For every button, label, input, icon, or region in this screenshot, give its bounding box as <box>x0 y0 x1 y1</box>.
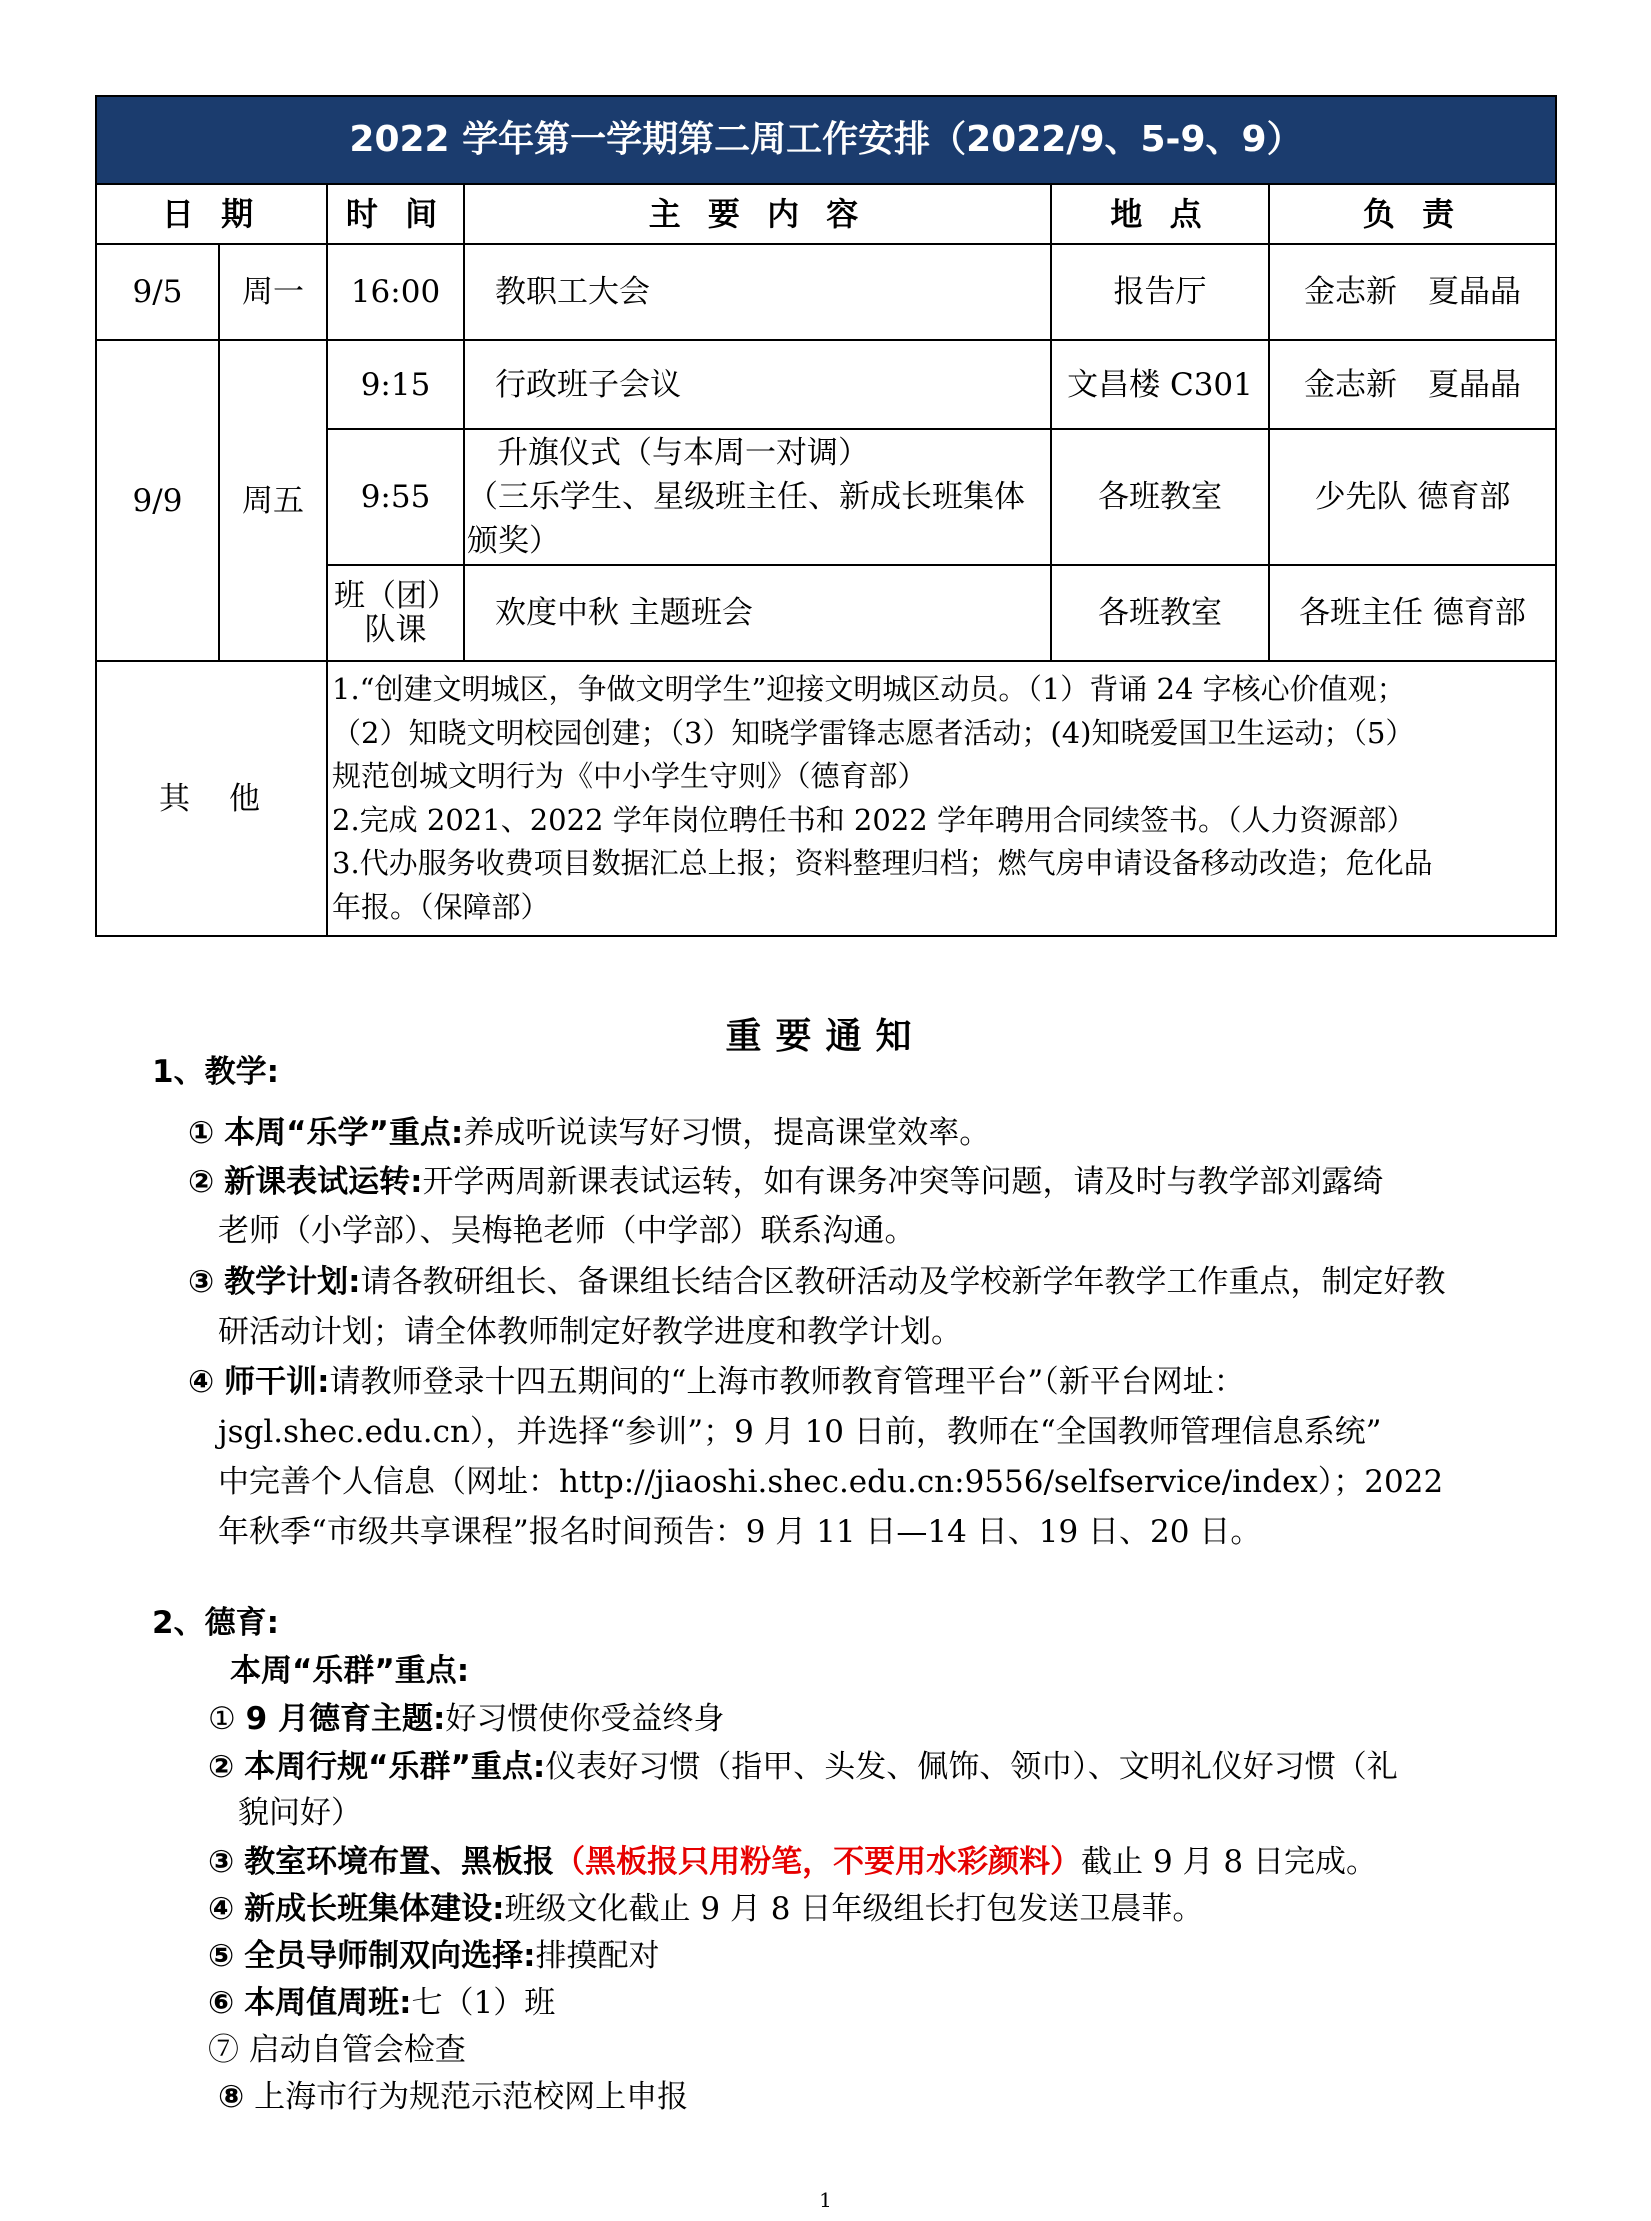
item-text: 截止 9 月 8 日完成。 <box>1081 1844 1377 1880</box>
moral-subheading: 本周“乐群”重点: <box>230 1653 470 1689</box>
other-line: 2.完成 2021、2022 学年岗位聘任书和 2022 学年聘用合同续签书。（人力资源部） <box>332 802 1416 837</box>
row-content: 教职工大会 <box>464 244 1051 340</box>
item-label: 全员导师制双向选择: <box>244 1938 536 1974</box>
schedule-title: 2022 学年第一学期第二周工作安排（2022/9、5-9、9） <box>96 96 1556 184</box>
item-label: 本周行规“乐群”重点: <box>244 1749 546 1785</box>
header-time: 时 间 <box>327 184 464 244</box>
item-number: ① <box>188 1115 215 1151</box>
row-date: 9/5 <box>96 244 219 340</box>
list-item <box>208 1747 1398 1787</box>
item-continuation: 研活动计划；请全体教师制定好教学进度和教学计划。 <box>218 1314 962 1350</box>
other-line: （2）知晓文明校园创建；（3）知晓学雷锋志愿者活动；(4)知晓爱国卫生运动；（5） <box>332 715 1415 750</box>
item-text: 请教师登录十四五期间的“上海市教师教育管理平台”（新平台网址： <box>329 1364 1245 1400</box>
row-day: 周五 <box>219 340 327 661</box>
item-text: 启动自管会检查 <box>248 2032 466 2068</box>
row-time <box>327 565 464 661</box>
list-item <box>188 1362 1245 1402</box>
time-line: 班（团） <box>334 578 458 614</box>
item-label: 师干训: <box>224 1364 330 1400</box>
other-label: 其 他 <box>96 661 327 936</box>
list-item <box>188 1262 1446 1302</box>
item-text: 排摸配对 <box>535 1938 660 1974</box>
other-content <box>327 661 1556 936</box>
list-item <box>208 1699 724 1739</box>
item-text: 开学两周新课表试运转，如有课务冲突等问题，请及时与教学部刘露绮 <box>422 1164 1384 1200</box>
other-line: 规范创城文明行为《中小学生守则》（德育部） <box>332 759 927 793</box>
table-row <box>96 244 1556 340</box>
header-date: 日 期 <box>96 184 327 244</box>
row-time: 16:00 <box>327 244 464 340</box>
list-item <box>208 1842 1377 1882</box>
item-label: 教室环境布置、黑板报 <box>244 1844 555 1880</box>
row-day: 周一 <box>219 244 327 340</box>
item-label: 教学计划: <box>224 1264 361 1300</box>
other-line: 1.“创建文明城区，争做文明学生”迎接文明城区动员。（1）背诵 24 字核心价值观； <box>332 672 1406 706</box>
list-item <box>208 1983 555 2023</box>
item-number: ③ <box>188 1264 215 1300</box>
row-place: 各班教室 <box>1051 429 1269 565</box>
header-content: 主 要 内 容 <box>464 184 1051 244</box>
row-owner: 少先队 德育部 <box>1269 429 1556 565</box>
row-date: 9/9 <box>96 340 219 661</box>
row-owner: 金志新 夏晶晶 <box>1269 340 1556 429</box>
item-text: 请各教研组长、备课组长结合区教研活动及学校新学年教学工作重点，制定好教 <box>360 1264 1446 1300</box>
table-row <box>96 340 1556 429</box>
item-label: 9 月德育主题: <box>245 1701 446 1737</box>
item-text: 班级文化截止 9 月 8 日年级组长打包发送卫晨菲。 <box>504 1891 1204 1927</box>
row-content: 欢度中秋 主题班会 <box>464 565 1051 661</box>
table-row-other <box>96 661 1556 936</box>
item-label: 本周值周班: <box>244 1985 412 2021</box>
item-text: 上海市行为规范示范校网上申报 <box>254 2079 689 2115</box>
item-label: 新课表试运转: <box>224 1164 423 1200</box>
schedule-table <box>95 95 1557 937</box>
page-number: 1 <box>819 2188 832 2212</box>
item-number: ② <box>188 1164 215 1200</box>
item-continuation: 年秋季“市级共享课程”报名时间预告：9 月 11 日—14 日、19 日、20 日。 <box>218 1514 1262 1550</box>
item-text: 七（1）班 <box>411 1985 556 2021</box>
item-number: ② <box>208 1749 235 1785</box>
item-continuation: 貌问好） <box>238 1795 362 1831</box>
teaching-heading: 1、教学: <box>152 1054 279 1090</box>
list-item <box>208 1936 660 1976</box>
item-continuation: 老师（小学部）、吴梅艳老师（中学部）联系沟通。 <box>218 1213 916 1249</box>
item-number: ⑥ <box>208 1985 235 2021</box>
header-place: 地 点 <box>1051 184 1269 244</box>
content-line: 颁奖） <box>467 523 560 559</box>
item-number: ④ <box>188 1364 215 1400</box>
other-line: 年报。（保障部） <box>332 889 550 924</box>
row-content <box>464 429 1051 565</box>
item-number: ③ <box>208 1844 235 1880</box>
item-text: 好习惯使你受益终身 <box>445 1701 725 1737</box>
item-number: ⑧ <box>218 2079 245 2115</box>
row-time: 9:15 <box>327 340 464 429</box>
item-continuation: jsgl.shec.edu.cn），并选择“参训”；9 月 10 日前，教师在“全国教师管理信息系统” <box>218 1414 1382 1450</box>
row-place: 文昌楼 C301 <box>1051 340 1269 429</box>
item-warning: （黑板报只用粉笔，不要用水彩颜料） <box>554 1844 1082 1880</box>
item-continuation: 中完善个人信息（网址：http://jiaoshi.shec.edu.cn:9556/selfservice/index）；2022 <box>218 1464 1444 1500</box>
item-number: ④ <box>208 1891 235 1927</box>
row-content: 行政班子会议 <box>464 340 1051 429</box>
row-place: 报告厅 <box>1051 244 1269 340</box>
item-text: 养成听说读写好习惯，提高课堂效率。 <box>463 1115 991 1151</box>
notice-title: 重要通知 <box>725 1016 926 1057</box>
list-item <box>208 1889 1203 1929</box>
item-label: 新成长班集体建设: <box>244 1891 505 1927</box>
time-line: 队课 <box>364 612 427 648</box>
other-line: 3.代办服务收费项目数据汇总上报；资料整理归档；燃气房申请设备移动改造；危化品 <box>332 846 1433 880</box>
list-item <box>208 2030 466 2070</box>
item-number: ① <box>208 1701 236 1737</box>
content-line: （三乐学生、星级班主任、新成长班集体 <box>467 479 1025 515</box>
item-number: ⑤ <box>208 1938 235 1974</box>
header-owner: 负 责 <box>1269 184 1556 244</box>
content-line: 升旗仪式（与本周一对调） <box>497 435 869 471</box>
list-item <box>218 2077 688 2117</box>
item-number: ⑦ <box>208 2032 239 2068</box>
list-item <box>188 1113 990 1153</box>
row-time: 9:55 <box>327 429 464 565</box>
moral-heading: 2、德育: <box>152 1605 279 1641</box>
item-label: 本周“乐学”重点: <box>224 1115 464 1151</box>
list-item <box>188 1162 1384 1202</box>
row-owner: 各班主任 德育部 <box>1269 565 1556 661</box>
row-owner: 金志新 夏晶晶 <box>1269 244 1556 340</box>
row-place: 各班教室 <box>1051 565 1269 661</box>
item-text: 仪表好习惯（指甲、头发、佩饰、领巾）、文明礼仪好习惯（礼 <box>545 1749 1398 1785</box>
